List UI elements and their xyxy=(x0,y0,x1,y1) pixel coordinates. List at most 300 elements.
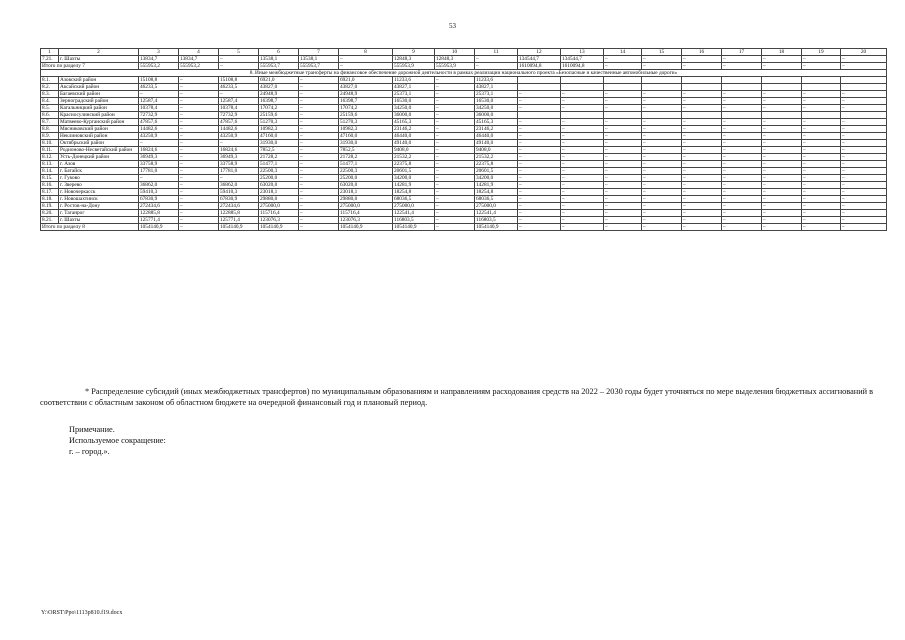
value-cell: – xyxy=(722,196,762,203)
value-cell: – xyxy=(841,119,887,126)
value-cell: – xyxy=(642,182,682,189)
value-cell: – xyxy=(642,56,682,63)
value-cell: – xyxy=(435,98,475,105)
value-cell: 36949,3 xyxy=(219,154,259,161)
value-cell: 13538,1 xyxy=(299,56,339,63)
value-cell: – xyxy=(179,210,219,217)
value-cell: – xyxy=(435,154,475,161)
value-cell: – xyxy=(802,154,841,161)
value-cell: – xyxy=(435,119,475,126)
municipality-cell: Октябрьский район xyxy=(59,140,139,147)
value-cell: – xyxy=(435,224,475,231)
value-cell: – xyxy=(518,140,561,147)
value-cell: – xyxy=(604,119,642,126)
value-cell: 36862,0 xyxy=(219,182,259,189)
row-number-cell: 8.15. xyxy=(41,175,59,182)
value-cell: 17074,2 xyxy=(259,105,299,112)
value-cell: – xyxy=(642,147,682,154)
municipality-cell: г. Азов xyxy=(59,161,139,168)
header-number-cell: 12 xyxy=(518,49,561,56)
value-cell: – xyxy=(762,168,802,175)
value-cell: 59410,3 xyxy=(139,189,179,196)
value-cell: – xyxy=(139,175,179,182)
table-row xyxy=(41,182,887,189)
value-cell: – xyxy=(299,189,339,196)
value-cell: – xyxy=(722,210,762,217)
municipality-cell: Неклиновский район xyxy=(59,133,139,140)
header-number-cell: 1 xyxy=(41,49,59,56)
value-cell: – xyxy=(299,133,339,140)
value-cell: – xyxy=(139,91,179,98)
value-cell: – xyxy=(762,203,802,210)
value-cell: – xyxy=(561,224,604,231)
value-cell: 46440,0 xyxy=(393,133,435,140)
value-cell: – xyxy=(179,168,219,175)
value-cell: – xyxy=(435,147,475,154)
value-cell: 72732,9 xyxy=(219,112,259,119)
value-cell: – xyxy=(642,98,682,105)
value-cell: 23018,1 xyxy=(339,189,393,196)
value-cell: – xyxy=(435,196,475,203)
value-cell xyxy=(518,84,561,91)
value-cell: 14482,6 xyxy=(139,126,179,133)
row-number-cell: 8.17. xyxy=(41,189,59,196)
value-cell xyxy=(561,84,604,91)
value-cell: – xyxy=(802,98,841,105)
value-cell: – xyxy=(841,56,887,63)
value-cell: 134544,7 xyxy=(518,56,561,63)
value-cell: 43250,9 xyxy=(139,133,179,140)
value-cell: – xyxy=(841,217,887,224)
value-cell: 47160,0 xyxy=(339,133,393,140)
value-cell: 1054140,9 xyxy=(339,224,393,231)
value-cell: 36000,0 xyxy=(393,112,435,119)
row-number-cell: 8.3. xyxy=(41,91,59,98)
table-row xyxy=(41,91,887,98)
value-cell: – xyxy=(435,182,475,189)
value-cell: – xyxy=(518,196,561,203)
value-cell: – xyxy=(179,147,219,154)
value-cell: – xyxy=(299,224,339,231)
value-cell: 47857,6 xyxy=(139,119,179,126)
value-cell: – xyxy=(682,140,722,147)
row-number-cell: 8.5. xyxy=(41,105,59,112)
value-cell: – xyxy=(762,189,802,196)
value-cell: 1054140,9 xyxy=(259,224,299,231)
value-cell: 43827,0 xyxy=(339,84,393,91)
value-cell: 12587,4 xyxy=(219,98,259,105)
row-number-cell: 8.21. xyxy=(41,217,59,224)
value-cell: – xyxy=(642,161,682,168)
row-number-cell: 8.13. xyxy=(41,161,59,168)
value-cell: – xyxy=(802,63,841,70)
value-cell: – xyxy=(604,210,642,217)
value-cell: – xyxy=(722,168,762,175)
row-number-cell: 8.8. xyxy=(41,126,59,133)
header-number-cell: 9 xyxy=(393,49,435,56)
value-cell: 9408,0 xyxy=(475,147,518,154)
value-cell: – xyxy=(802,126,841,133)
value-cell: – xyxy=(179,175,219,182)
header-number-cell: 11 xyxy=(475,49,518,56)
table-row xyxy=(41,217,887,224)
value-cell: – xyxy=(561,140,604,147)
value-cell xyxy=(518,112,561,119)
value-cell: – xyxy=(604,168,642,175)
row-number-cell: 8.7. xyxy=(41,119,59,126)
value-cell: – xyxy=(762,140,802,147)
value-cell: – xyxy=(604,126,642,133)
value-cell: – xyxy=(604,189,642,196)
value-cell: 20601,5 xyxy=(393,168,435,175)
value-cell: – xyxy=(299,105,339,112)
value-cell: – xyxy=(179,217,219,224)
value-cell: – xyxy=(722,182,762,189)
value-cell xyxy=(802,112,841,119)
row-number-cell: 8.2. xyxy=(41,84,59,91)
value-cell: – xyxy=(841,126,887,133)
value-cell: – xyxy=(682,168,722,175)
value-cell: – xyxy=(435,203,475,210)
value-cell: 17781,0 xyxy=(219,168,259,175)
value-cell: 24948,9 xyxy=(339,91,393,98)
value-cell: 116803,5 xyxy=(475,217,518,224)
header-number-cell: 20 xyxy=(841,49,887,56)
value-cell: – xyxy=(642,119,682,126)
value-cell: – xyxy=(802,224,841,231)
value-cell: – xyxy=(604,63,642,70)
value-cell xyxy=(722,84,762,91)
value-cell: – xyxy=(722,56,762,63)
value-cell: 1054140,9 xyxy=(475,224,518,231)
header-number-cell: 17 xyxy=(722,49,762,56)
value-cell: 1610094,8 xyxy=(561,63,604,70)
section-title: 8. Иные межбюджетные трансферты на финансовое обеспечение дорожной деятельности в рамках реализации национального проекта «Безопасные и качественные автомобильные дороги» xyxy=(41,70,887,77)
value-cell: – xyxy=(179,126,219,133)
value-cell: 555953,9 xyxy=(393,63,435,70)
value-cell: – xyxy=(561,203,604,210)
value-cell: – xyxy=(518,147,561,154)
value-cell: – xyxy=(682,182,722,189)
value-cell: – xyxy=(841,182,887,189)
header-number-cell: 8 xyxy=(339,49,393,56)
value-cell: 12848,3 xyxy=(435,56,475,63)
municipality-cell: г. Шахты xyxy=(59,56,139,63)
value-cell: 272434,6 xyxy=(219,203,259,210)
value-cell: – xyxy=(722,91,762,98)
row-number-cell: 8.1. xyxy=(41,77,59,84)
value-cell: 16398,7 xyxy=(339,98,393,105)
municipality-cell: г. Новочеркасск xyxy=(59,189,139,196)
value-cell: 47857,6 xyxy=(219,119,259,126)
value-cell: – xyxy=(299,210,339,217)
value-cell: – xyxy=(179,140,219,147)
value-cell: – xyxy=(722,119,762,126)
total-row xyxy=(41,224,887,231)
value-cell: – xyxy=(841,210,887,217)
value-cell: – xyxy=(604,175,642,182)
value-cell: 20601,5 xyxy=(475,168,518,175)
value-cell xyxy=(841,112,887,119)
value-cell: 33758,9 xyxy=(139,161,179,168)
value-cell: 123076,3 xyxy=(259,217,299,224)
value-cell: 16530,0 xyxy=(393,98,435,105)
value-cell: – xyxy=(299,196,339,203)
table-row xyxy=(41,210,887,217)
value-cell: 14482,6 xyxy=(219,126,259,133)
value-cell: 10982,3 xyxy=(259,126,299,133)
value-cell: – xyxy=(682,217,722,224)
value-cell: 275000,0 xyxy=(393,203,435,210)
value-cell: 11233,6 xyxy=(393,77,435,84)
table-row xyxy=(41,56,887,63)
value-cell: – xyxy=(802,203,841,210)
value-cell: 22375,8 xyxy=(393,161,435,168)
value-cell: 122885,8 xyxy=(219,210,259,217)
value-cell: – xyxy=(642,189,682,196)
value-cell: – xyxy=(435,91,475,98)
value-cell: 16824,6 xyxy=(219,147,259,154)
row-number-cell: 7.21. xyxy=(41,56,59,63)
municipality-cell: Родионово-Несветайский район xyxy=(59,147,139,154)
remark-abbreviation: г. – город.». xyxy=(69,447,110,456)
value-cell: – xyxy=(604,161,642,168)
value-cell: 12587,4 xyxy=(139,98,179,105)
value-cell: – xyxy=(219,56,259,63)
value-cell: 43827,1 xyxy=(475,84,518,91)
value-cell: – xyxy=(722,98,762,105)
value-cell: 16398,7 xyxy=(259,98,299,105)
municipality-cell: Аксайский район xyxy=(59,84,139,91)
value-cell: – xyxy=(841,161,887,168)
value-cell: 23146,2 xyxy=(393,126,435,133)
value-cell: 25200,0 xyxy=(339,175,393,182)
value-cell: – xyxy=(561,154,604,161)
value-cell: – xyxy=(561,161,604,168)
value-cell: – xyxy=(762,224,802,231)
row-number-cell: 8.6. xyxy=(41,112,59,119)
value-cell: 272434,6 xyxy=(139,203,179,210)
value-cell: – xyxy=(762,133,802,140)
value-cell: – xyxy=(762,119,802,126)
value-cell: – xyxy=(642,210,682,217)
value-cell: – xyxy=(299,77,339,84)
value-cell xyxy=(561,77,604,84)
value-cell: 25200,0 xyxy=(259,175,299,182)
value-cell: – xyxy=(762,126,802,133)
value-cell xyxy=(762,112,802,119)
value-cell: – xyxy=(682,196,722,203)
value-cell: 22500,3 xyxy=(339,168,393,175)
value-cell xyxy=(802,84,841,91)
value-cell: – xyxy=(722,140,762,147)
value-cell: – xyxy=(518,105,561,112)
header-number-cell: 10 xyxy=(435,49,475,56)
table-row xyxy=(41,133,887,140)
value-cell: 21532,2 xyxy=(393,154,435,161)
value-cell: – xyxy=(802,91,841,98)
value-cell: – xyxy=(299,168,339,175)
value-cell: 34200,0 xyxy=(475,175,518,182)
value-cell: – xyxy=(518,154,561,161)
value-cell: – xyxy=(762,98,802,105)
value-cell: – xyxy=(682,119,722,126)
value-cell: – xyxy=(179,112,219,119)
municipality-cell: Кагальницкий район xyxy=(59,105,139,112)
value-cell: – xyxy=(841,203,887,210)
value-cell: – xyxy=(435,175,475,182)
municipality-cell: г. Батайск xyxy=(59,168,139,175)
value-cell: 12848,3 xyxy=(393,56,435,63)
value-cell: 46233,5 xyxy=(139,84,179,91)
value-cell: 31930,0 xyxy=(339,140,393,147)
value-cell: 25159,6 xyxy=(339,112,393,119)
value-cell: 123076,3 xyxy=(339,217,393,224)
value-cell: 24948,9 xyxy=(259,91,299,98)
value-cell: 18254,8 xyxy=(475,189,518,196)
value-cell: 122541,4 xyxy=(393,210,435,217)
value-cell: – xyxy=(518,203,561,210)
value-cell: – xyxy=(841,63,887,70)
table-row xyxy=(41,77,887,84)
header-number-cell: 19 xyxy=(802,49,841,56)
value-cell: – xyxy=(841,147,887,154)
page-number: 53 xyxy=(449,22,456,30)
value-cell: 14281,9 xyxy=(393,182,435,189)
value-cell: – xyxy=(561,175,604,182)
value-cell: – xyxy=(642,133,682,140)
value-cell: 72732,9 xyxy=(139,112,179,119)
value-cell: – xyxy=(604,98,642,105)
value-cell: – xyxy=(179,182,219,189)
header-number-cell: 14 xyxy=(604,49,642,56)
value-cell: – xyxy=(841,91,887,98)
header-number-cell: 7 xyxy=(299,49,339,56)
value-cell: – xyxy=(642,217,682,224)
value-cell: – xyxy=(642,203,682,210)
value-cell xyxy=(682,84,722,91)
value-cell: – xyxy=(802,196,841,203)
value-cell: – xyxy=(604,56,642,63)
value-cell: 63020,0 xyxy=(259,182,299,189)
value-cell: 47160,0 xyxy=(259,133,299,140)
value-cell: – xyxy=(219,63,259,70)
value-cell: – xyxy=(179,133,219,140)
value-cell: – xyxy=(518,168,561,175)
value-cell: – xyxy=(682,203,722,210)
value-cell: – xyxy=(762,154,802,161)
value-cell: 13538,1 xyxy=(259,56,299,63)
value-cell: 22375,8 xyxy=(475,161,518,168)
value-cell: 13834,7 xyxy=(179,56,219,63)
value-cell: 15108,8 xyxy=(219,77,259,84)
value-cell: 33758,9 xyxy=(219,161,259,168)
municipality-cell: Матвеево-Курганский район xyxy=(59,119,139,126)
table-row xyxy=(41,154,887,161)
municipality-cell: г. Таганрог xyxy=(59,210,139,217)
value-cell: – xyxy=(802,119,841,126)
value-cell: 68036,5 xyxy=(393,196,435,203)
value-cell: – xyxy=(561,126,604,133)
value-cell: – xyxy=(802,56,841,63)
value-cell: – xyxy=(841,98,887,105)
value-cell: – xyxy=(299,203,339,210)
value-cell: – xyxy=(841,105,887,112)
municipality-cell: Мясниковский район xyxy=(59,126,139,133)
header-number-cell: 13 xyxy=(561,49,604,56)
value-cell: – xyxy=(561,189,604,196)
table-row xyxy=(41,147,887,154)
value-cell: – xyxy=(518,98,561,105)
value-cell: – xyxy=(561,196,604,203)
value-cell: 36000,0 xyxy=(475,112,518,119)
remark-subtitle: Используемое сокращение: xyxy=(69,436,166,445)
value-cell: – xyxy=(802,210,841,217)
value-cell: 51270,3 xyxy=(339,119,393,126)
value-cell: – xyxy=(762,161,802,168)
value-cell xyxy=(604,84,642,91)
table-row xyxy=(41,196,887,203)
table-row xyxy=(41,112,887,119)
value-cell: – xyxy=(682,210,722,217)
value-cell: 51477,1 xyxy=(339,161,393,168)
row-number-cell: 8.20. xyxy=(41,210,59,217)
value-cell: – xyxy=(179,196,219,203)
value-cell: – xyxy=(299,84,339,91)
value-cell: 275000,0 xyxy=(339,203,393,210)
value-cell: – xyxy=(604,91,642,98)
value-cell: – xyxy=(722,133,762,140)
value-cell: 16824,6 xyxy=(139,147,179,154)
remark-title: Примечание. xyxy=(69,425,115,434)
value-cell: – xyxy=(604,182,642,189)
municipality-cell: г. Зверево xyxy=(59,182,139,189)
table-row xyxy=(41,105,887,112)
table-row xyxy=(41,84,887,91)
value-cell: 275000,0 xyxy=(475,203,518,210)
value-cell: 275000,0 xyxy=(259,203,299,210)
value-cell xyxy=(604,77,642,84)
value-cell: 45165,3 xyxy=(475,119,518,126)
value-cell: 46233,5 xyxy=(219,84,259,91)
value-cell xyxy=(802,77,841,84)
value-cell: – xyxy=(179,119,219,126)
row-number-cell: 8.14. xyxy=(41,168,59,175)
value-cell: 43827,1 xyxy=(393,84,435,91)
table-row xyxy=(41,119,887,126)
value-cell: 1054140,9 xyxy=(393,224,435,231)
municipality-cell: Красносулинский район xyxy=(59,112,139,119)
value-cell: 555953,9 xyxy=(435,63,475,70)
value-cell: – xyxy=(682,154,722,161)
header-number-cell: 4 xyxy=(179,49,219,56)
table-row xyxy=(41,189,887,196)
value-cell: 134544,7 xyxy=(561,56,604,63)
value-cell: 21728,2 xyxy=(259,154,299,161)
value-cell: – xyxy=(179,77,219,84)
value-cell: – xyxy=(518,133,561,140)
value-cell: – xyxy=(762,175,802,182)
value-cell: 22500,3 xyxy=(259,168,299,175)
value-cell: – xyxy=(642,196,682,203)
value-cell: – xyxy=(561,91,604,98)
value-cell: 29880,0 xyxy=(259,196,299,203)
value-cell: – xyxy=(299,161,339,168)
value-cell: – xyxy=(518,91,561,98)
value-cell: 555953,7 xyxy=(299,63,339,70)
value-cell: – xyxy=(841,168,887,175)
value-cell: 31930,0 xyxy=(259,140,299,147)
